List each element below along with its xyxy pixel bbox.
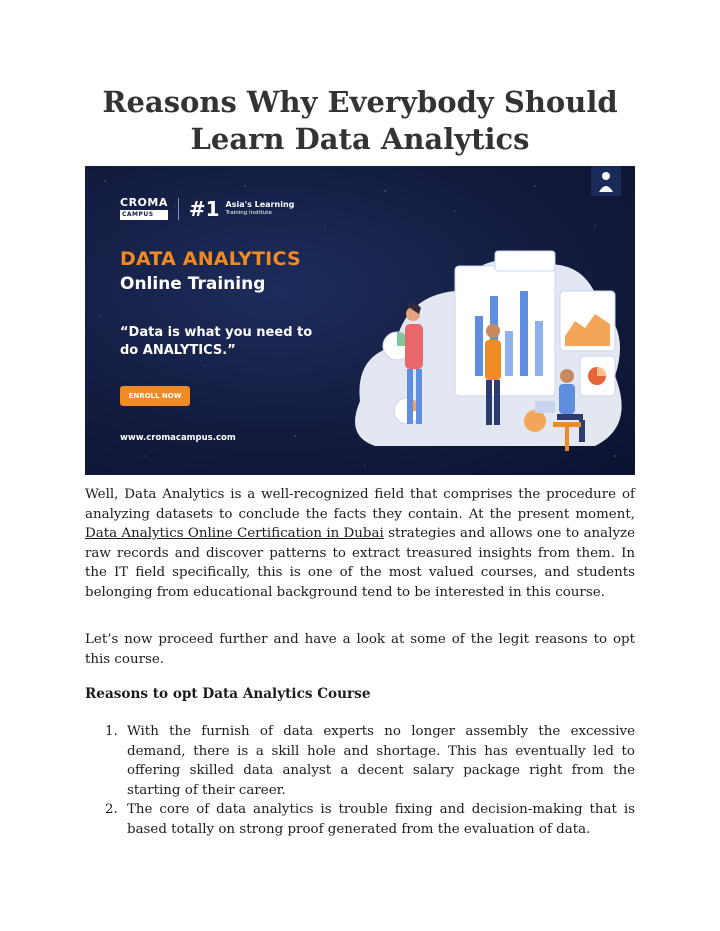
intro-paragraph: Well, Data Analytics is a well-recognized field that comprises the procedure of analyzing datasets to conclude the facts they contain. At the present moment, Data Analytics Online Certification in Dubai strategies and allows one to analyze raw records and discover patterns to extract treasured insights from them. In the IT field specifically, this is one of the most valued courses, and students belonging from educational background tend to be interested in this course.: [85, 487, 635, 600]
croma-campus-logo: CROMA CAMPUS: [120, 196, 168, 218]
page-title: Reasons Why Everybody Should Learn Data Analytics: [102, 85, 618, 156]
brand-tagline: Asia's Learning Training Institute: [225, 200, 295, 216]
reasons-list: [85, 722, 635, 839]
banner-quote: “Data is what you need to do ANALYTICS.”: [120, 325, 313, 358]
list-item: 1. With the furnish of data experts no longer assembly the excessive demand, there is a skill hole and shortage. This has eventually led to offering skilled data analyst a decent salary package right from the starting of their career.: [105, 724, 635, 798]
section-heading: Reasons to opt Data Analytics Course: [85, 686, 371, 702]
course-banner-image: [85, 166, 635, 475]
list-item: 2. The core of data analytics is trouble fixing and decision-making that is based totally on strong proof generated from the evaluation of data.: [105, 802, 635, 837]
proceed-paragraph: Let’s now proceed further and have a look at some of the legit reasons to opt this course.: [85, 632, 635, 667]
brand-row: [120, 196, 294, 222]
certification-link[interactable]: Data Analytics Online Certification in Dubai: [85, 526, 384, 541]
analytics-illustration: [335, 236, 625, 466]
enroll-now-button[interactable]: ENROLL NOW: [120, 386, 190, 406]
banner-heading-primary: DATA ANALYTICS: [120, 248, 301, 270]
brand-rank: #1: [188, 197, 220, 221]
banner-url: www.cromacampus.com: [120, 433, 236, 443]
person-badge-icon: [591, 166, 621, 196]
brand-divider: [178, 198, 179, 220]
banner-heading-secondary: Online Training: [120, 274, 266, 294]
